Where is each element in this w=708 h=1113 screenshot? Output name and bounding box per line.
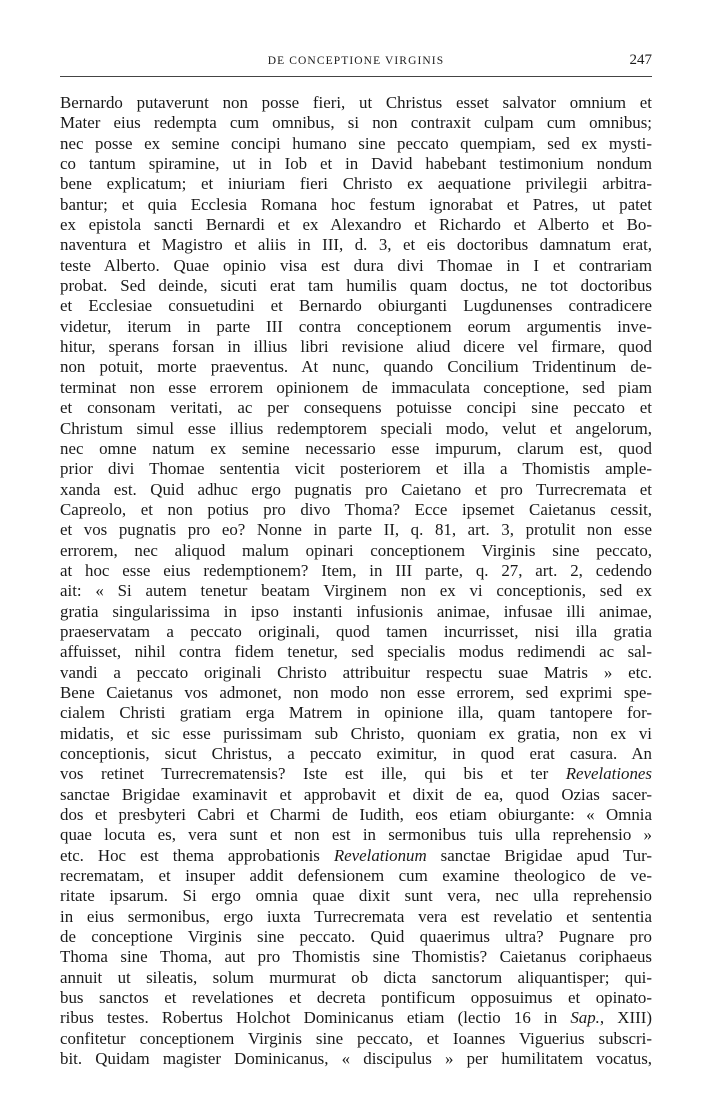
- text-line: co tantum spiramine, ut in Iob et in David habebant testimonium nondum: [60, 154, 652, 174]
- text-line: quae locuta es, vera sunt et non est in sermonibus tuis ulla reprehensio »: [60, 825, 652, 845]
- text-line: de conceptione Virginis sine peccato. Quid quaerimus ultra? Pugnare pro: [60, 927, 652, 947]
- text-line: prior divi Thomae sententia vicit posteriorem et illa a Thomistis ample-: [60, 459, 652, 479]
- text-line: bit. Quidam magister Dominicanus, « discipulus » per humilitatem vocatus,: [60, 1049, 652, 1069]
- text-line: bus sanctos et revelationes et decreta pontificum opposuimus et opinato-: [60, 988, 652, 1008]
- text-line: confitetur conceptionem Virginis sine peccato, et Ioannes Viguerius subscri-: [60, 1028, 652, 1048]
- text-line: terminat non esse errorem opinionem de immaculata conceptione, sed piam: [60, 377, 652, 397]
- text-line: recrematam, et insuper addit defensionem cum examine theologico de ve-: [60, 866, 652, 886]
- text-line: sanctae Brigidae examinavit et approbavit et dixit de ea, quod Ozias sacer-: [60, 784, 652, 804]
- text-line: ribus testes. Robertus Holchot Dominicanus etiam (lectio 16 in Sap., XIII): [60, 1008, 652, 1028]
- text-line: at hoc esse eius redemptionem? Item, in III parte, q. 27, art. 2, cedendo: [60, 560, 652, 580]
- text-line: hitur, sperans forsan in illius libri revisione aliud dicere vel firmare, quod: [60, 337, 652, 357]
- text-line: bene explicatum; et iniuriam fieri Christo ex aequatione privilegii arbitra-: [60, 174, 652, 194]
- text-line: nec omne natum ex semine necessario esse impurum, clarum est, quod: [60, 438, 652, 458]
- text-line: praeservatam a peccato originali, quod tamen incurrisset, nisi illa gratia: [60, 621, 652, 641]
- text-line: Mater eius redempta cum omnibus, si non contraxit culpam cum omnibus;: [60, 113, 652, 133]
- text-line: Bernardo putaverunt non posse fieri, ut Christus esset salvator omnium et: [60, 93, 652, 112]
- text-line: etc. Hoc est thema approbationis Revelationum sanctae Brigidae apud Tur-: [60, 845, 653, 865]
- text-line: conceptionis, sicut Christus, a peccato eximitur, in quod erat casura. An: [60, 744, 652, 763]
- body-text: [60, 93, 652, 1070]
- text-line: ritate ipsarum. Si ergo omnia quae dixit sunt vera, nec ulla reprehensio: [60, 886, 652, 906]
- text-line: Capreolo, et non potius pro divo Thoma? Ecce ipsemet Caietanus cessit,: [60, 499, 652, 519]
- text-line: Thoma sine Thoma, aut pro Thomistis sine Thomistis? Caietanus coriphaeus: [60, 947, 652, 967]
- text-line: et Ecclesiae consuetudini et Bernardo obiurganti Lugdunenses contradicere: [60, 296, 652, 316]
- text-line: videtur, iterum in parte III contra conceptionem eorum argumentis inve-: [60, 316, 652, 336]
- text-line: in eius sermonibus, ergo iuxta Turrecremata vera est revelatio et sententia: [60, 906, 652, 926]
- text-line: xanda est. Quid adhuc ergo pugnatis pro Caietano et pro Turrecremata et: [60, 479, 652, 499]
- text-line: teste Alberto. Quae opinio visa est dura divi Thomae in I et contrariam: [60, 255, 652, 275]
- text-line: nec posse ex semine concipi humano sine peccato quempiam, sed ex mysti-: [60, 133, 652, 153]
- text-line: annuit ut sileatis, solum murmurat ob dicta sanctorum aliquantisper; qui-: [60, 967, 652, 987]
- text-line: dos et presbyteri Cabri et Charmi de Iudith, eos etiam obiurgante: « Omnia: [60, 805, 652, 825]
- page-number: 247: [629, 52, 652, 68]
- text-line: gratia singularissima in ipso instanti infusionis animae, infusae illi animae,: [60, 601, 652, 621]
- text-line: Christum simul esse illius redemptorem speciali modo, velut et angelorum,: [60, 418, 652, 438]
- text-line: non potuit, morte praeventus. At nunc, quando Concilium Tridentinum de-: [60, 357, 652, 377]
- text-line: et vos pugnatis pro eo? Nonne in parte II, q. 81, art. 3, protulit non esse: [60, 520, 652, 540]
- text-line: naventura et Magistro et aliis in III, d. 3, et eis doctoribus damnatum erat,: [60, 235, 652, 255]
- text-line: vos retinet Turrecrematensis? Iste est ille, qui bis et ter Revelationes: [60, 764, 652, 784]
- running-header: [60, 52, 652, 74]
- text-line: ait: « Si autem tenetur beatam Virginem non ex vi conceptionis, sed ex: [60, 581, 652, 601]
- text-line: ex epistola sancti Bernardi et ex Alexandro et Richardo et Alberto et Bo-: [60, 215, 652, 235]
- text-line: errorem, nec aliquod malum opinari conceptionem Virginis sine peccato,: [60, 540, 652, 560]
- text-line: cialem Christi gratiam erga Matrem in opinione illa, quam tantopere for-: [60, 703, 652, 723]
- running-title: DE CONCEPTIONE VIRGINIS: [267, 55, 445, 67]
- text-line: midatis, et sic esse purissimam sub Christo, quoniam ex gratia, non ex vi: [60, 723, 652, 743]
- text-line: bantur; et quia Ecclesia Romana hoc festum ignorabat et Patres, ut patet: [60, 194, 652, 214]
- text-line: Bene Caietanus vos admonet, non modo non esse errorem, sed exprimi spe-: [60, 682, 652, 702]
- text-line: probat. Sed deinde, sicuti erat tam humilis quam doctus, ne tot doctoribus: [60, 276, 652, 296]
- text-line: affuisset, nihil contra fidem tenetur, sed specialis modus redimendi ac sal-: [60, 642, 652, 662]
- text-line: et consonam veritati, ac per consequens potuisse concipi sine peccato et: [60, 398, 652, 418]
- text-line: vandi a peccato originali Christo attribuitur respectu suae Matris » etc.: [60, 662, 652, 682]
- header-rule: [60, 76, 652, 77]
